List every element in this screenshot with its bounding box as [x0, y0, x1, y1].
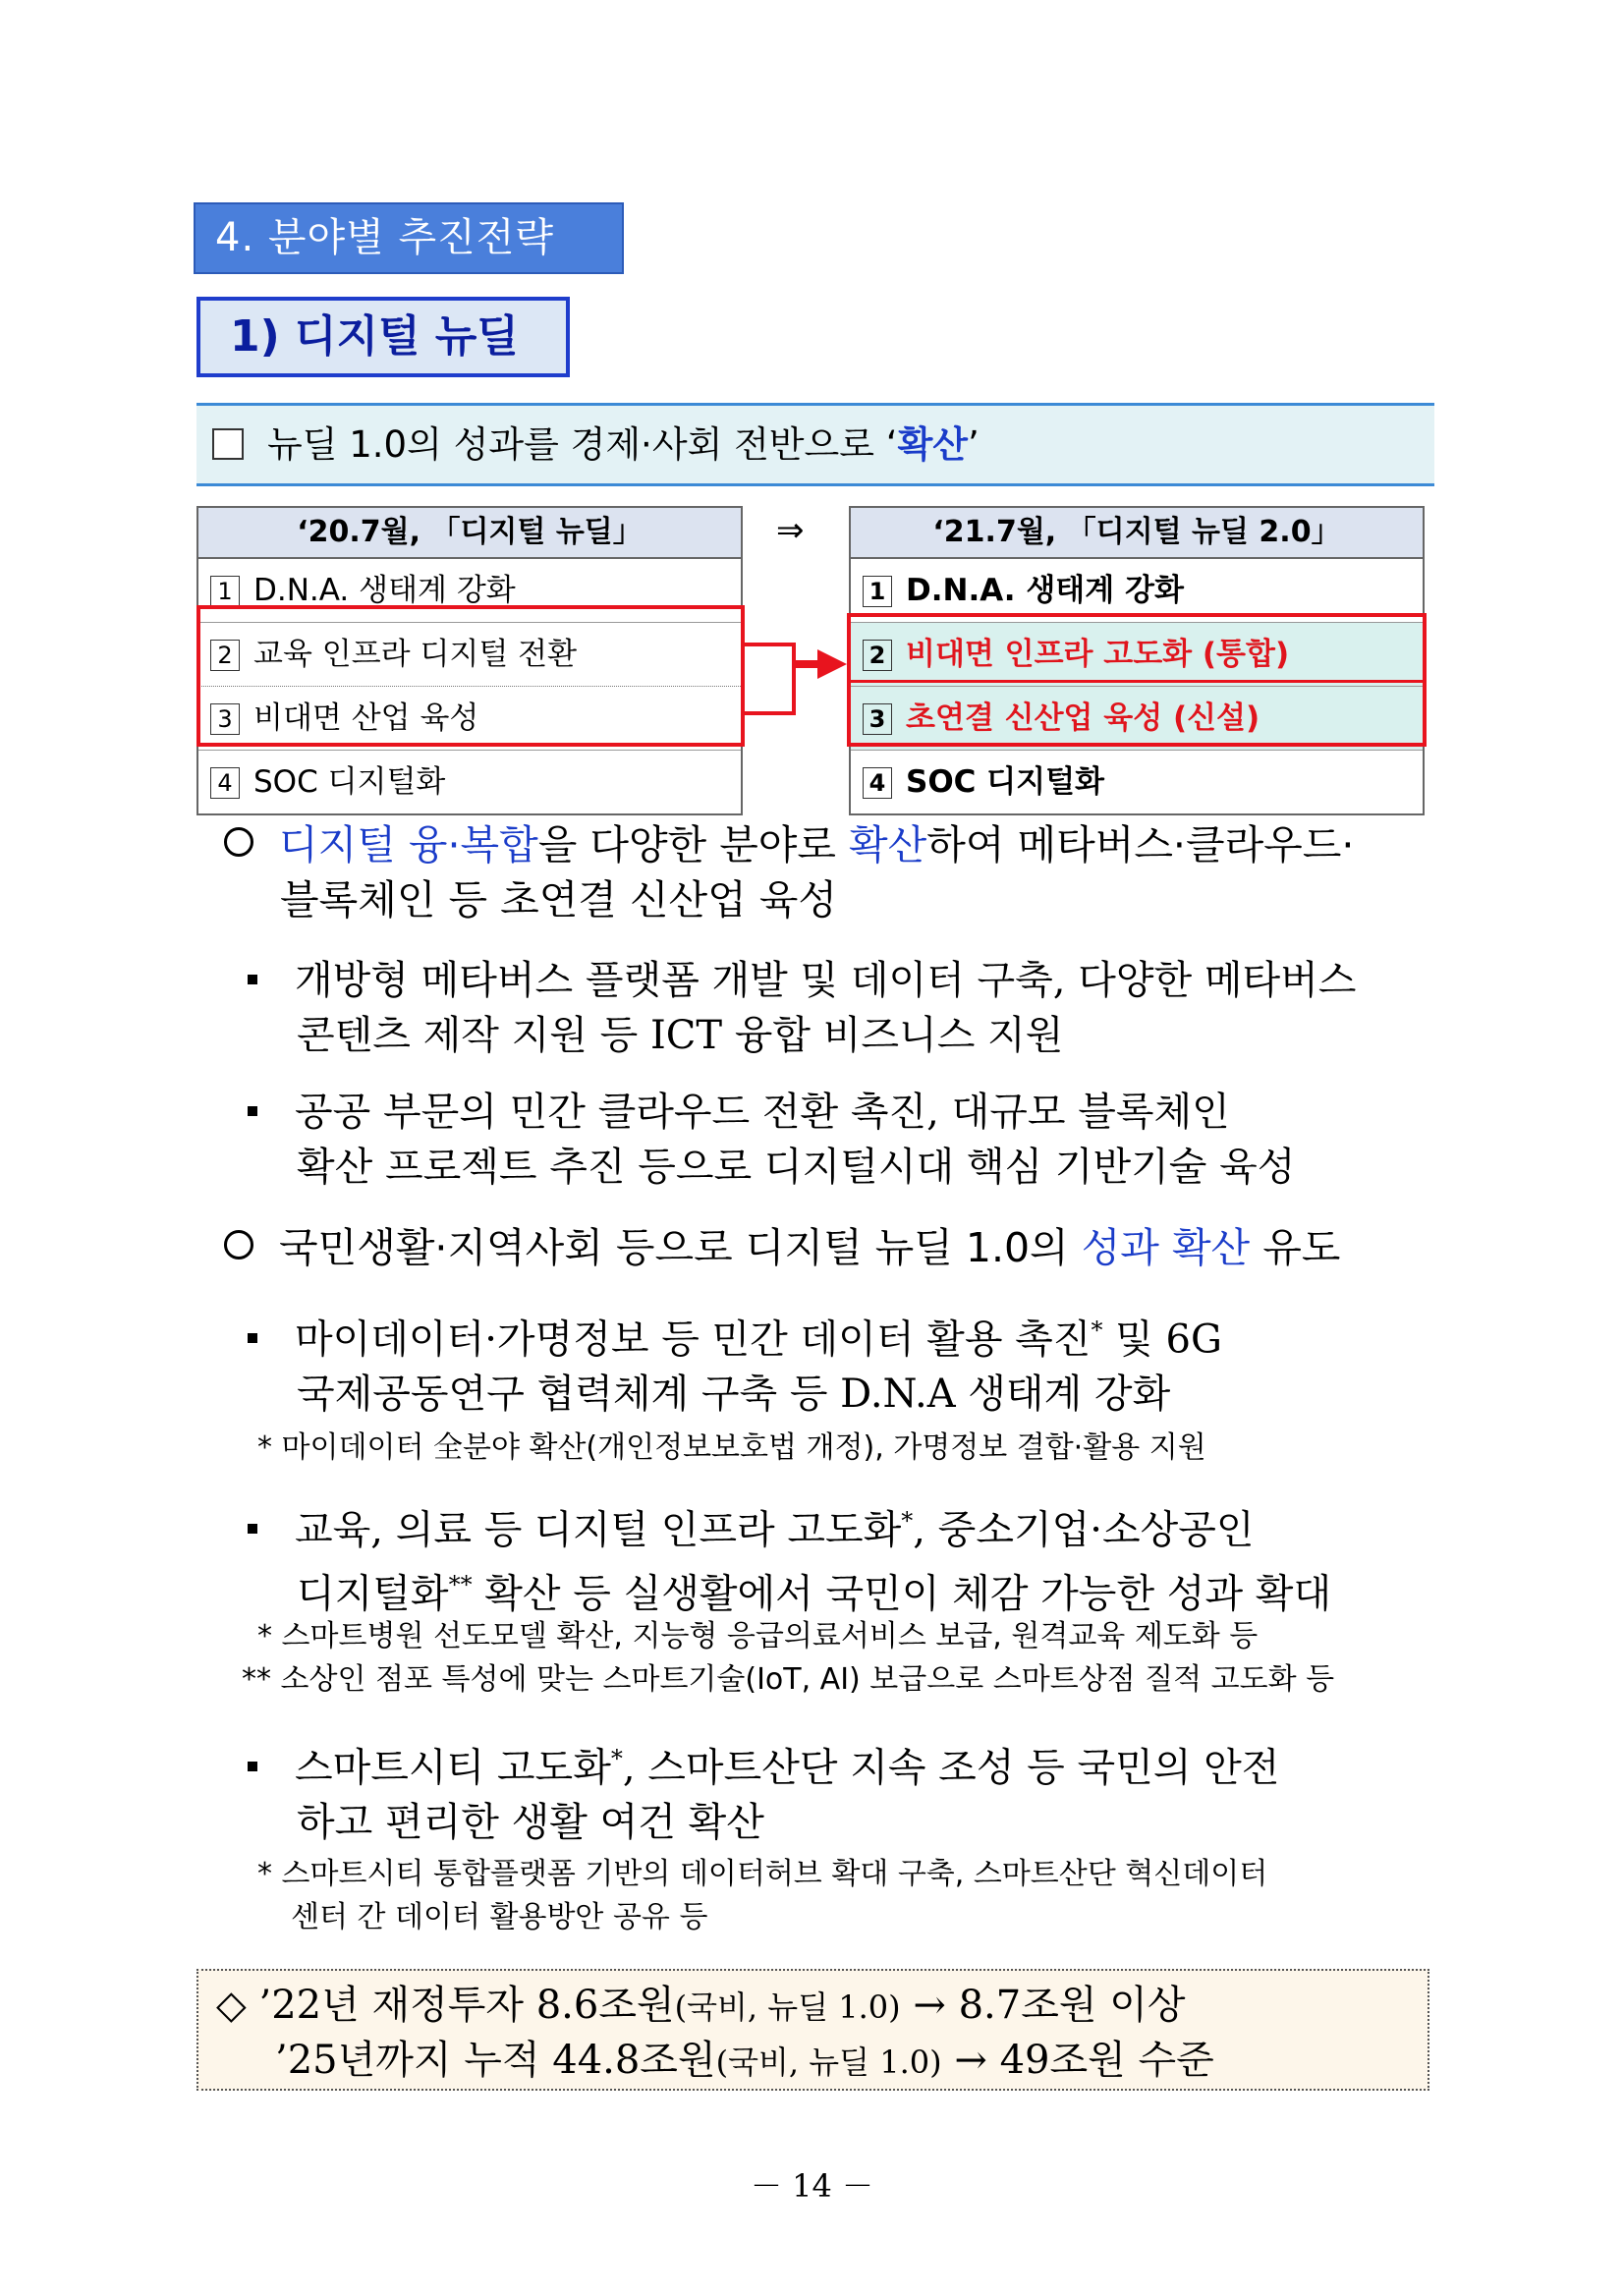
banner-suffix: ’	[968, 423, 980, 466]
sub-bullet: 스마트시티 고도화*, 스마트산단 지속 조성 등 국민의 안전 하고 편리한 생활 여건 확산	[248, 1731, 1436, 1850]
checkbox-square-icon	[212, 428, 244, 460]
highlight-box-left	[196, 605, 745, 747]
sub-bullet: 공공 부문의 민간 클라우드 전환 촉진, 대규모 블록체인 확산 프로젝트 추진 등으로 디지털시대 핵심 기반기술 육성	[248, 1085, 1436, 1195]
circle-bullet-icon	[224, 1230, 253, 1260]
highlight-divider	[847, 680, 1427, 683]
connector-line	[745, 711, 796, 715]
banner-emphasis: 확산	[897, 423, 969, 466]
footnote: * 마이데이터 全분야 확산(개인정보보호법 개정), 가명정보 결합·활용 지원	[257, 1430, 1206, 1465]
bullet-paragraph: 국민생활·지역사회 등으로 디지털 뉴딜 1.0의 성과 확산 유도	[224, 1220, 1442, 1275]
square-bullet-icon	[248, 1106, 257, 1116]
budget-summary-box: ◇ ’22년 재정투자 8.6조원(국비, 뉴딜 1.0) → 8.7조원 이상 ’25년까지 누적 44.8조원(국비, 뉴딜 1.0) → 49조원 수준	[196, 1969, 1429, 2091]
table-row: 4 SOC 디지털화	[851, 751, 1423, 813]
table-row: 1 D.N.A. 생태계 강화	[198, 559, 741, 623]
transition-arrow: ⇒	[776, 511, 805, 550]
footnote: * 스마트시티 통합플랫폼 기반의 데이터허브 확대 구축, 스마트산단 혁신데이터 센터 간 데이터 활용방안 공유 등	[257, 1857, 1268, 1934]
footnote: ** 소상인 점포 특성에 맞는 스마트기술(IoT, AI) 보급으로 스마트상점 질적 고도화 등	[242, 1662, 1335, 1697]
page-number: － 14 －	[750, 2167, 874, 2205]
table-header: ‘20.7월, 「디지털 뉴딜」	[198, 508, 741, 559]
diamond-icon: ◇	[216, 1983, 247, 2028]
subsection-title: 1) 디지털 뉴딜	[196, 297, 570, 377]
table-row: 2 교육 인프라 디지털 전환	[198, 623, 741, 687]
bullet-paragraph: 디지털 융·복합을 다양한 분야로 확산하여 메타버스·클라우드· 블록체인 등 초연결 신산업 육성	[224, 817, 1442, 927]
sub-bullet: 마이데이터·가명정보 등 민간 데이터 활용 촉진* 및 6G 국제공동연구 협력체계 구축 등 D.N.A 생태계 강화	[248, 1303, 1436, 1422]
table-row: 1 D.N.A. 생태계 강화	[851, 559, 1423, 623]
table-header: ‘21.7월, 「디지털 뉴딜 2.0」	[851, 508, 1423, 559]
right-arrow-icon	[817, 649, 847, 679]
square-bullet-icon	[248, 1762, 257, 1771]
connector-line	[792, 643, 796, 715]
sub-bullet: 개방형 메타버스 플랫폼 개발 및 데이터 구축, 다양한 메타버스 콘텐츠 제작 지원 등 ICT 융합 비즈니스 지원	[248, 953, 1436, 1063]
banner-prefix: 뉴딜 1.0의 성과를 경제·사회 전반으로 ‘	[267, 423, 898, 466]
table-row: 3 초연결 신산업 육성 (신설)	[851, 687, 1423, 751]
footnote: * 스마트병원 선도모델 확산, 지능형 응급의료서비스 보급, 원격교육 제도화 등	[257, 1619, 1259, 1653]
connector-line	[745, 643, 796, 646]
square-bullet-icon	[248, 1524, 257, 1534]
sub-bullet: 교육, 의료 등 디지털 인프라 고도화*, 중소기업·소상공인 디지털화** 확산 등 실생활에서 국민이 체감 가능한 성과 확대	[248, 1493, 1436, 1622]
square-bullet-icon	[248, 975, 257, 984]
headline-banner	[196, 403, 1434, 486]
table-row: 3 비대면 산업 육성	[198, 687, 741, 751]
section-title: 4. 분야별 추진전략	[194, 202, 624, 274]
table-row: 4 SOC 디지털화	[198, 751, 741, 813]
square-bullet-icon	[248, 1333, 257, 1343]
table-row: 2 비대면 인프라 고도화 (통합)	[851, 623, 1423, 687]
circle-bullet-icon	[224, 827, 253, 857]
